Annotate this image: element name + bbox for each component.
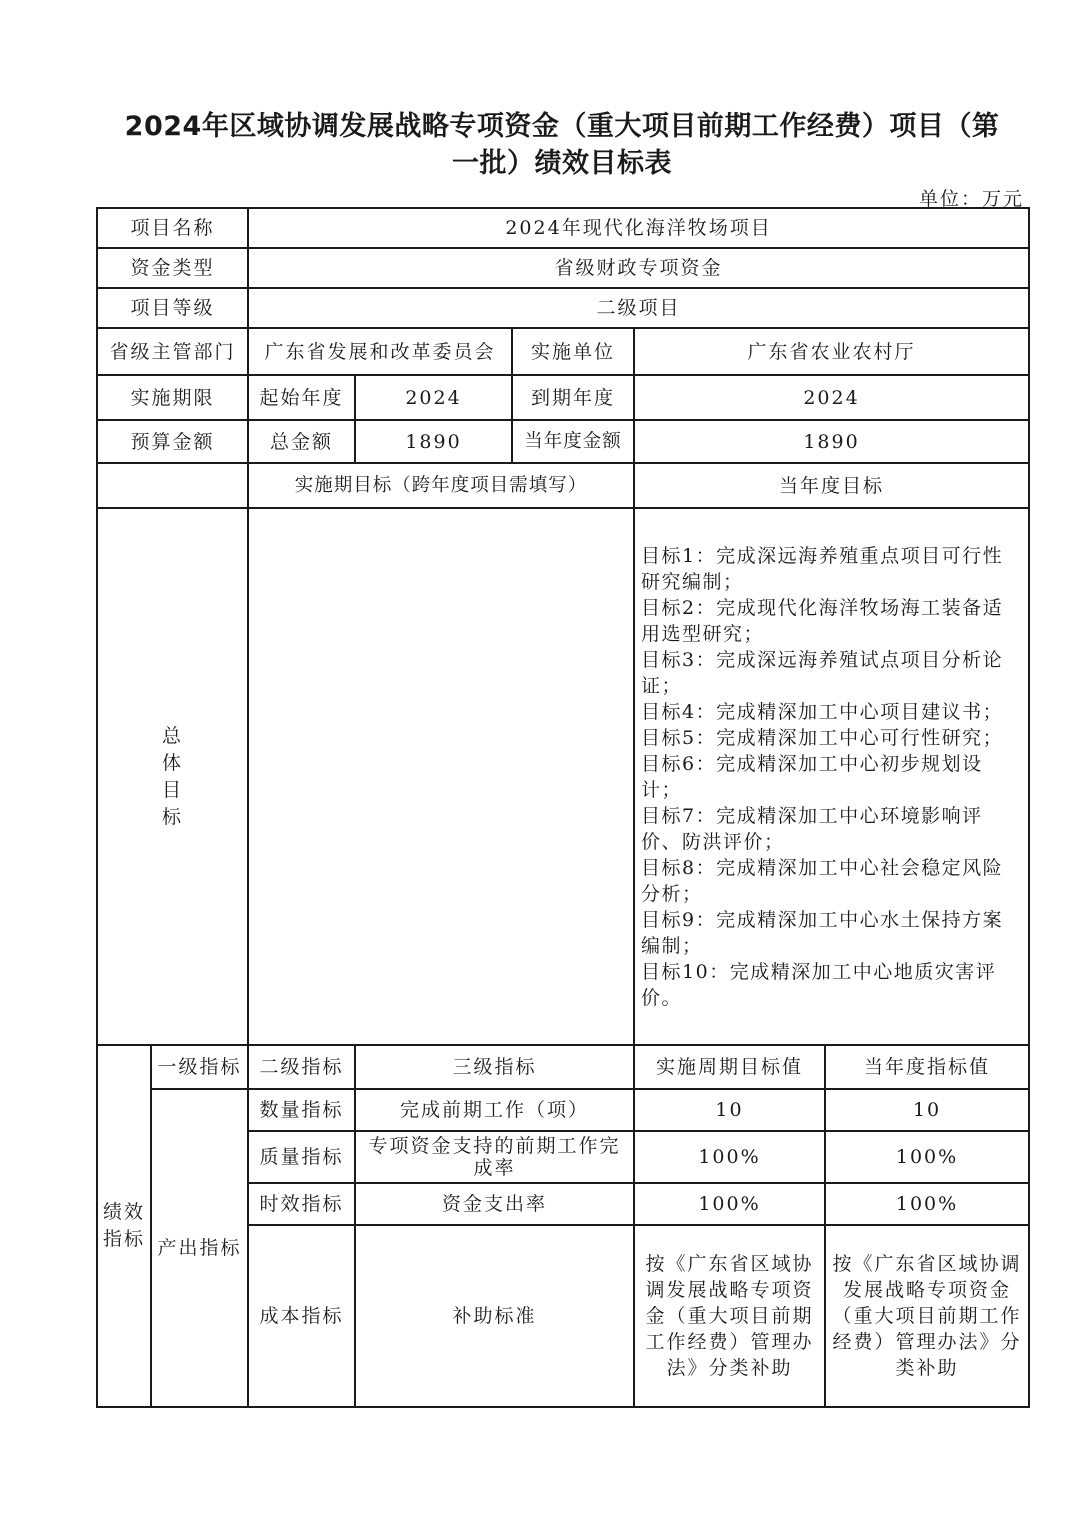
year-goal-header: 当年度目标 xyxy=(634,463,1029,508)
year-target-cell: 按《广东省区域协调发展战略专项资金（重大项目前期工作经费）管理办法》分类补助 xyxy=(825,1225,1029,1407)
level3-cell: 资金支出率 xyxy=(355,1183,634,1225)
overall-goal-label xyxy=(97,508,248,1045)
row-level xyxy=(97,288,1029,328)
level-value: 二级项目 xyxy=(248,288,1029,328)
year-target-cell: 100% xyxy=(825,1183,1029,1225)
start-value: 2024 xyxy=(355,375,512,420)
row-project-name xyxy=(97,208,1029,248)
level2-header: 二级指标 xyxy=(248,1045,355,1089)
title-line-2: 一批）绩效目标表 xyxy=(452,148,672,179)
total-label: 总金额 xyxy=(248,420,355,463)
period-target-cell: 10 xyxy=(634,1089,825,1131)
document-title xyxy=(96,108,1028,182)
period-target-cell: 100% xyxy=(634,1131,825,1183)
year-goal-text xyxy=(634,508,1029,1045)
output-indicator-label: 产出指标 xyxy=(151,1089,248,1407)
level3-cell: 专项资金支持的前期工作完成率 xyxy=(355,1131,634,1183)
goal-line: 目标1：完成深远海养殖重点项目可行性研究编制； xyxy=(641,544,1004,593)
fund-type-label: 资金类型 xyxy=(97,248,248,288)
perf-indicator-part: 绩效 xyxy=(102,1201,145,1223)
period-goal-text xyxy=(248,508,634,1045)
row-indicator-headers xyxy=(97,1045,1029,1089)
project-name-value: 2024年现代化海洋牧场项目 xyxy=(248,208,1029,248)
overall-goal-char: 标 xyxy=(162,805,184,828)
unit-label: 单位：万元 xyxy=(918,188,1024,210)
perf-indicator-label xyxy=(97,1045,151,1407)
period-label: 实施期限 xyxy=(97,375,248,420)
level1-header: 一级指标 xyxy=(151,1045,248,1089)
goal-header-blank xyxy=(97,463,248,508)
year-target-cell: 100% xyxy=(825,1131,1029,1183)
period-target-cell: 100% xyxy=(634,1183,825,1225)
end-value: 2024 xyxy=(634,375,1029,420)
row-department xyxy=(97,328,1029,375)
goal-line: 目标3：完成深远海养殖试点项目分析论证； xyxy=(641,648,1004,697)
row-overall-goal xyxy=(97,508,1029,1045)
period-goal-header: 实施期目标（跨年度项目需填写） xyxy=(248,463,634,508)
goal-line: 目标2：完成现代化海洋牧场海工装备适用选型研究； xyxy=(641,596,1004,645)
level2-cell: 时效指标 xyxy=(248,1183,355,1225)
performance-table xyxy=(96,207,1030,1408)
dept-value: 广东省发展和改革委员会 xyxy=(248,328,512,375)
level3-header: 三级指标 xyxy=(355,1045,634,1089)
fund-type-value: 省级财政专项资金 xyxy=(248,248,1029,288)
row-goal-headers xyxy=(97,463,1029,508)
goal-line: 目标7：完成精深加工中心环境影响评价、防洪评价； xyxy=(641,804,983,853)
goal-line: 目标8：完成精深加工中心社会稳定风险分析； xyxy=(641,856,1004,905)
period-target-header: 实施周期目标值 xyxy=(634,1045,825,1089)
goal-line: 目标10：完成精深加工中心地质灾害评价。 xyxy=(641,960,997,1009)
goal-line: 目标5：完成精深加工中心可行性研究； xyxy=(641,726,1004,749)
level-label: 项目等级 xyxy=(97,288,248,328)
title-line-1: 2024年区域协调发展战略专项资金（重大项目前期工作经费）项目（第 xyxy=(124,111,1000,142)
year-target-header: 当年度指标值 xyxy=(825,1045,1029,1089)
year-amount-label: 当年度金额 xyxy=(512,420,634,463)
dept-label: 省级主管部门 xyxy=(97,328,248,375)
level3-cell: 补助标准 xyxy=(355,1225,634,1407)
row-budget xyxy=(97,420,1029,463)
impl-unit-label: 实施单位 xyxy=(512,328,634,375)
year-target-cell: 10 xyxy=(825,1089,1029,1131)
end-label: 到期年度 xyxy=(512,375,634,420)
impl-unit-value: 广东省农业农村厅 xyxy=(634,328,1029,375)
row-fund-type xyxy=(97,248,1029,288)
budget-label: 预算金额 xyxy=(97,420,248,463)
level2-cell: 成本指标 xyxy=(248,1225,355,1407)
overall-goal-char: 总 xyxy=(162,724,184,747)
indicator-row-quantity xyxy=(97,1089,1029,1131)
overall-goal-char: 体 xyxy=(162,751,184,774)
project-name-label: 项目名称 xyxy=(97,208,248,248)
goal-line: 目标9：完成精深加工中心水土保持方案编制； xyxy=(641,908,1004,957)
perf-indicator-part: 指标 xyxy=(102,1228,145,1250)
start-label: 起始年度 xyxy=(248,375,355,420)
period-target-cell: 按《广东省区域协调发展战略专项资金（重大项目前期工作经费）管理办法》分类补助 xyxy=(634,1225,825,1407)
row-period xyxy=(97,375,1029,420)
overall-goal-char: 目 xyxy=(162,778,184,801)
goal-line: 目标4：完成精深加工中心项目建议书； xyxy=(641,700,1004,723)
level2-cell: 数量指标 xyxy=(248,1089,355,1131)
goal-line: 目标6：完成精深加工中心初步规划设计； xyxy=(641,752,983,801)
level3-cell: 完成前期工作（项） xyxy=(355,1089,634,1131)
level2-cell: 质量指标 xyxy=(248,1131,355,1183)
year-amount-value: 1890 xyxy=(634,420,1029,463)
total-value: 1890 xyxy=(355,420,512,463)
